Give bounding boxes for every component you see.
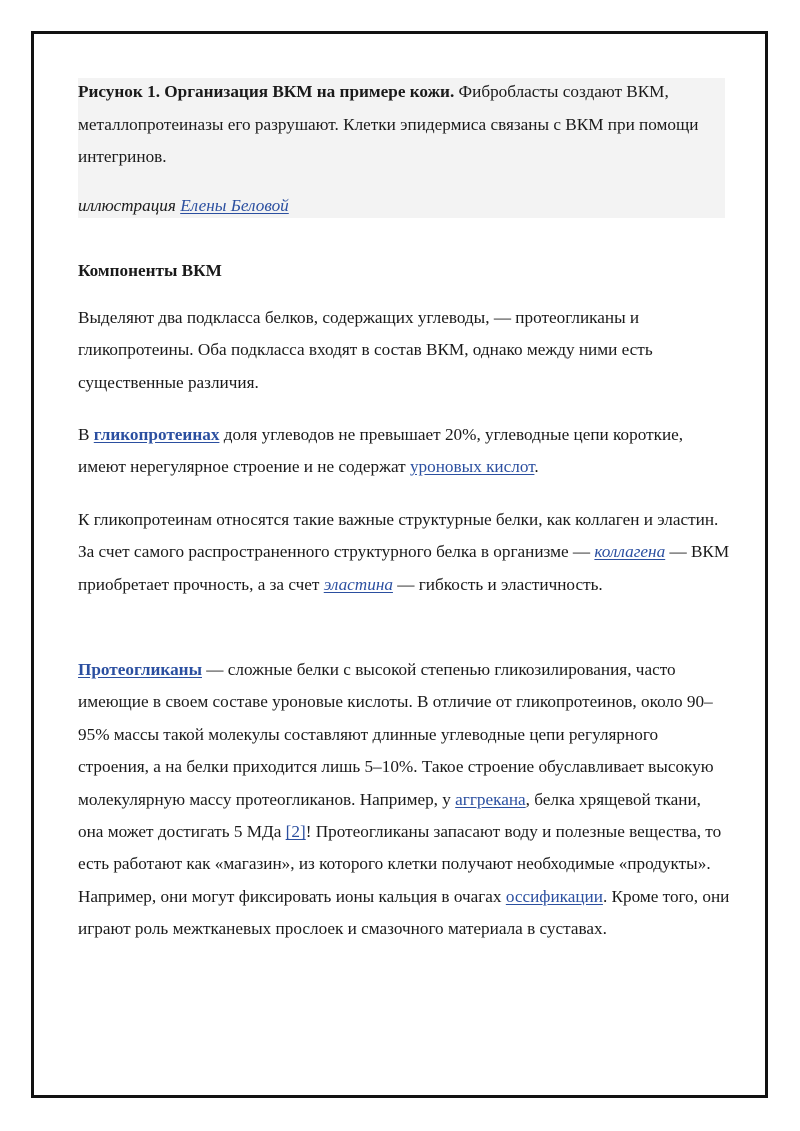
figure-caption-body: Фибробласты создают ВКМ, металлопротеиназы его разрушают. Клетки эпидермиса связаны с ВКМ при помощи интегринов. xyxy=(78,82,699,166)
paragraph-3 xyxy=(78,504,730,601)
p4-text-3: ! Протеогликаны запасают воду и полезные вещества, то есть работают как «магазин», из которого клетки получают необходимые «продукты». Например, они могут фиксировать ионы кальция в очагах xyxy=(78,822,722,906)
proteoglycans-link[interactable]: Протеогликаны xyxy=(78,660,202,679)
credit-author-link[interactable]: Елены Беловой xyxy=(180,196,289,215)
paragraph-4 xyxy=(78,654,730,946)
p4-text-1: — сложные белки с высокой степенью гликозилирования, часто имеющие в своем составе уроновые кислоты. В отличие от гликопротеинов, около 90–95% массы такой молекулы составляют длинные углеводные цепи регулярного строения, а на белки приходится лишь 5–10%. Такое строение обуславливает высокую молекулярную массу протеогликанов. Например, у xyxy=(78,660,714,809)
ossification-link[interactable]: оссификации xyxy=(505,886,603,906)
reference-2-link[interactable]: [2] xyxy=(285,822,306,842)
p2-text-3: . xyxy=(534,457,539,477)
p3-text-1: К гликопротеинам относятся такие важные структурные белки, как коллаген и эластин. За счет самого распространенного структурного белка в организме — xyxy=(78,510,719,562)
section-heading: Компоненты ВКМ xyxy=(78,261,222,280)
p4-text-2: , белка хрящевой ткани, она может достигать 5 МДа xyxy=(78,789,701,842)
elastin-link[interactable]: эластина xyxy=(323,574,393,594)
illustration-credit xyxy=(78,190,289,222)
p3-text-2: — ВКМ приобретает прочность, а за счет xyxy=(78,542,730,594)
uronic-acids-link[interactable]: уроновых кислот xyxy=(409,457,535,477)
glycoproteins-link[interactable]: гликопротеинах xyxy=(93,425,220,444)
p3-text-3: — гибкость и эластичность. xyxy=(392,574,603,594)
aggrecan-link[interactable]: аггрекана xyxy=(455,789,526,809)
paragraph-1: Выделяют два подкласса белков, содержащих углеводы, — протеогликаны и гликопротеины. Оба подкласса входят в состав ВКМ, однако между ними есть существенные различия. xyxy=(78,308,653,392)
figure-caption-title: Рисунок 1. Организация ВКМ на примере кожи. xyxy=(78,82,455,101)
page-frame xyxy=(31,31,768,1098)
p2-text-1: В xyxy=(78,425,94,444)
p2-text-2: доля углеводов не превышает 20%, углеводные цепи короткие, имеют нерегулярное строение и не содержат xyxy=(78,425,684,477)
figure-caption xyxy=(78,76,718,174)
collagen-link[interactable]: коллагена xyxy=(594,542,666,562)
credit-prefix: иллюстрация xyxy=(78,196,181,215)
p4-text-4: . Кроме того, они играют роль межтканевых прослоек и смазочного материала в суставах. xyxy=(78,886,730,939)
paragraph-2 xyxy=(78,419,730,484)
